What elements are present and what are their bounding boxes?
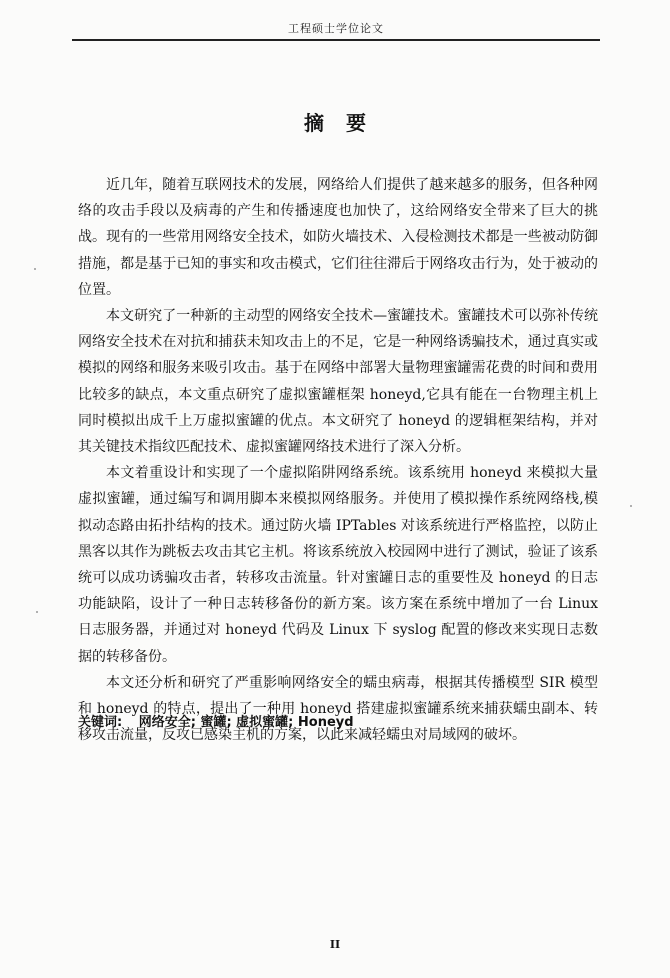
scan-speck [36, 611, 38, 613]
paragraph-1: 近几年，随着互联网技术的发展，网络给人们提供了越来越多的服务，但各种网络的攻击手段以及病毒的产生和传播速度也加快了，这给网络安全带来了巨大的挑战。现有的一些常用网络安全技术，如防火墙技术、入侵检测技术都是一些被动防御措施，都是基于已知的事实和攻击模式，它们往往滞后于网络攻击行为，处于被动的位置。 [78, 177, 598, 298]
keywords-value: 网络安全; 蜜罐; 虚拟蜜罐; Honeyd [138, 715, 354, 730]
running-header: 工程硕士学位论文 [288, 22, 384, 35]
header-rule [72, 39, 600, 41]
page-number: II [329, 938, 341, 951]
paragraph-4: 本文还分析和研究了严重影响网络安全的蠕虫病毒，根据其传播模型 SIR 模型和 honeyd 的特点，提出了一种用 honeyd 搭建虚拟蜜罐系统来捕获蠕虫副本、转移攻击流量，反攻已感染主机的方案，以此来减轻蠕虫对局域网的破坏。 [78, 674, 598, 744]
paragraph-3: 本文着重设计和实现了一个虚拟陷阱网络系统。该系统用 honeyd 来模拟大量虚拟蜜罐，通过编写和调用脚本来模拟网络服务。并使用了模拟操作系统网络栈,模拟动态路由拓扑结构的技术。通过防火墙 IPTables 对该系统进行严格监控，以防止黑客以其作为跳板去攻击其它主机。将该系统放入校园网中进行了测试，验证了该系统可以成功诱骗攻击者，转移攻击流量。针对蜜罐日志的重要性及 honeyd 的日志功能缺陷，设计了一种日志转移备份的新方案。该方案在系统中增加了一台 Linux 日志服务器，并通过对 honeyd 代码及 Linux 下 syslog 配置的修改来实现日志数据的转移备份。 [78, 465, 598, 665]
scan-speck [630, 505, 632, 507]
keywords-line [78, 711, 598, 730]
paragraph-2: 本文研究了一种新的主动型的网络安全技术—蜜罐技术。蜜罐技术可以弥补传统网络安全技术在对抗和捕获未知攻击上的不足，它是一种网络诱骗技术，通过真实或模拟的网络和服务来吸引攻击。基于在网络中部署大量物理蜜罐需花费的时间和费用比较多的缺点，本文重点研究了虚拟蜜罐框架 honeyd,它具有能在一台物理主机上同时模拟出成千上万虚拟蜜罐的优点。本文研究了 honeyd 的逻辑框架结构，并对其关键技术指纹匹配技术、虚拟蜜罐网络技术进行了深入分析。 [78, 308, 598, 456]
abstract-body [78, 172, 598, 748]
scan-speck [34, 268, 36, 270]
abstract-title: 摘要 [304, 111, 388, 135]
keywords-label: 关键词: [78, 715, 123, 730]
